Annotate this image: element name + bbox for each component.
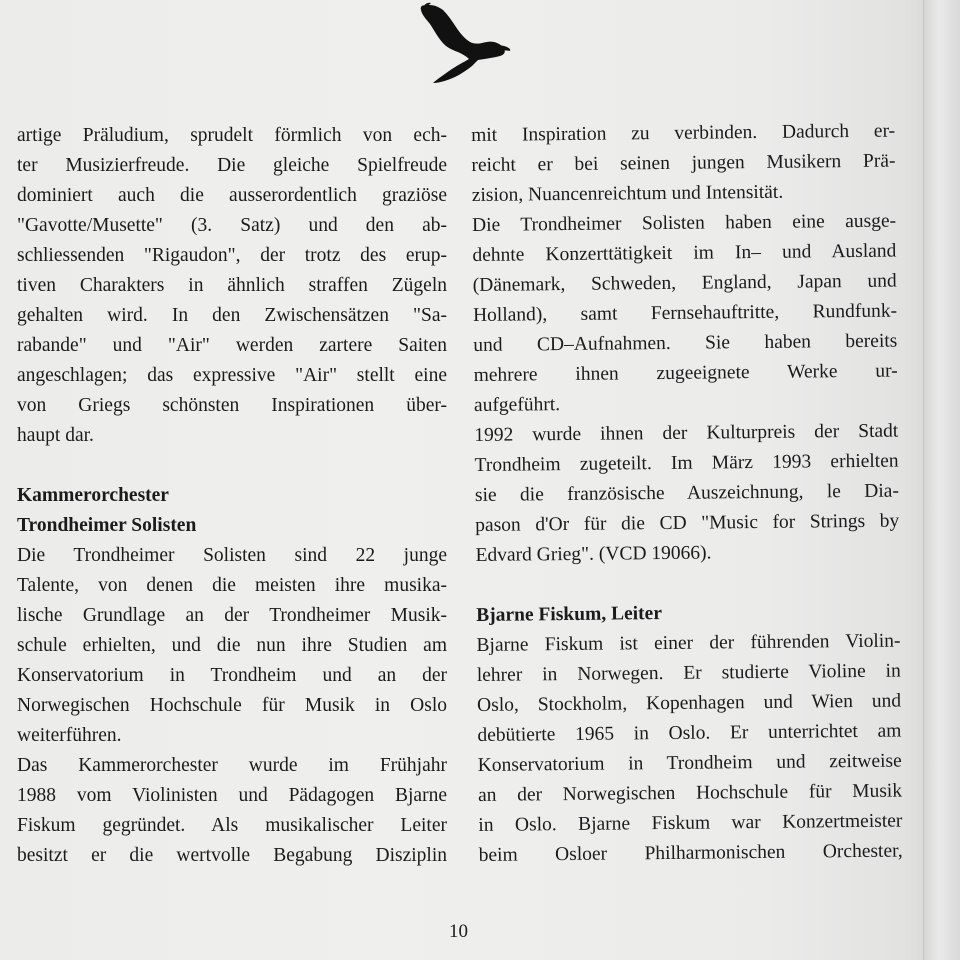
text-line: von Griegs schönsten Inspirationen über-: [17, 395, 447, 416]
text-line: (Dänemark, Schweden, England, Japan und: [472, 270, 897, 296]
text-line: Konservatorium in Trondheim und zeitweise: [477, 750, 902, 776]
text-line: schliessenden "Rigaudon", der trotz des erup-: [17, 245, 447, 266]
text-line: mit Inspiration zu verbinden. Dadurch er-: [471, 120, 896, 146]
text-line: Holland), samt Fernsehauftritte, Rundfunk-: [472, 300, 898, 326]
text-line: Die Trondheimer Solisten haben eine ausge-: [471, 210, 897, 236]
text-line: schule erhielten, und die nun ihre Studien am: [17, 635, 447, 656]
text-line: lehrer in Norwegen. Er studierte Violine in: [476, 660, 901, 686]
text-line: aufgeführt.: [473, 394, 561, 416]
text-line: an der Norwegischen Hochschule für Musik: [477, 780, 903, 806]
text-line: besitzt er die wertvolle Begabung Disziplin: [17, 845, 447, 866]
paragraph-gap: [476, 567, 900, 601]
text-line: "Gavotte/Musette" (3. Satz) und den ab-: [17, 215, 447, 236]
text-line: weiterführen.: [17, 725, 122, 746]
text-line: reicht er bei seinen jungen Musikern Prä-: [471, 150, 896, 176]
text-line: beim Osloer Philharmonischen Orchester,: [478, 840, 903, 866]
text-line: ter Musizierfreude. Die gleiche Spielfreude: [17, 155, 447, 176]
text-line: lische Grundlage an der Trondheimer Musik-: [17, 605, 447, 626]
text-line: dehnte Konzerttätigkeit im In– und Ausland: [472, 240, 897, 266]
page-number: 10: [449, 921, 468, 942]
text-line: pason d'Or für die CD "Music for Strings by: [475, 510, 900, 536]
text-line: Oslo, Stockholm, Kopenhagen und Wien und: [477, 690, 902, 716]
text-line: Konservatorium in Trondheim und an der: [17, 665, 447, 686]
text-line: tiven Charakters in ähnlich straffen Zügeln: [17, 275, 447, 296]
text-line: Fiskum gegründet. Als musikalischer Leiter: [17, 815, 447, 836]
text-line: und CD–Aufnahmen. Sie haben bereits: [473, 330, 898, 356]
text-line: Die Trondheimer Solisten sind 22 junge: [17, 545, 447, 566]
text-line: mehrere ihnen zugeeignete Werke ur-: [473, 360, 898, 386]
text-line: 1988 vom Violinisten und Pädagogen Bjarne: [17, 785, 447, 806]
text-line: angeschlagen; das expressive "Air" stellt eine: [17, 365, 447, 386]
text-line: haupt dar.: [17, 425, 94, 446]
text-line: Trondheim zugeteilt. Im März 1993 erhielten: [474, 450, 899, 476]
text-line: Bjarne Fiskum ist einer der führenden Violin-: [476, 630, 901, 656]
bird-icon: [412, 0, 512, 86]
text-line: 1992 wurde ihnen der Kulturpreis der Stadt: [474, 420, 899, 446]
text-line: Norwegischen Hochschule für Musik in Oslo: [17, 695, 447, 716]
paragraph-gap: [17, 451, 447, 481]
text-line: dominiert auch die ausserordentlich graziöse: [17, 185, 447, 206]
text-line: artige Präludium, sprudelt förmlich von ech-: [17, 125, 447, 146]
text-line: debütierte 1965 in Oslo. Er unterrichtet am: [477, 720, 902, 746]
text-line: gehalten wird. In den Zwischensätzen "Sa-: [17, 305, 447, 326]
text-line: Talente, von denen die meisten ihre musika-: [17, 575, 447, 596]
right-column: [471, 117, 903, 871]
text-line: Edvard Grieg". (VCD 19066).: [475, 542, 712, 566]
text-line: in Oslo. Bjarne Fiskum war Konzertmeister: [478, 810, 903, 836]
page-edge: [923, 0, 960, 960]
section-heading-orchestra-line-2: Trondheimer Solisten: [17, 515, 197, 536]
text-line: Das Kammerorchester wurde im Frühjahr: [17, 755, 447, 776]
text-line: zision, Nuancenreichtum und Intensität.: [471, 181, 784, 206]
left-column: [17, 121, 447, 871]
section-heading-conductor: Bjarne Fiskum, Leiter: [476, 603, 663, 626]
text-line: sie die französische Auszeichnung, le Dia-: [474, 480, 900, 506]
section-heading-orchestra-line-1: Kammerorchester: [17, 485, 169, 506]
text-line: rabande" und "Air" werden zartere Saiten: [17, 335, 447, 356]
